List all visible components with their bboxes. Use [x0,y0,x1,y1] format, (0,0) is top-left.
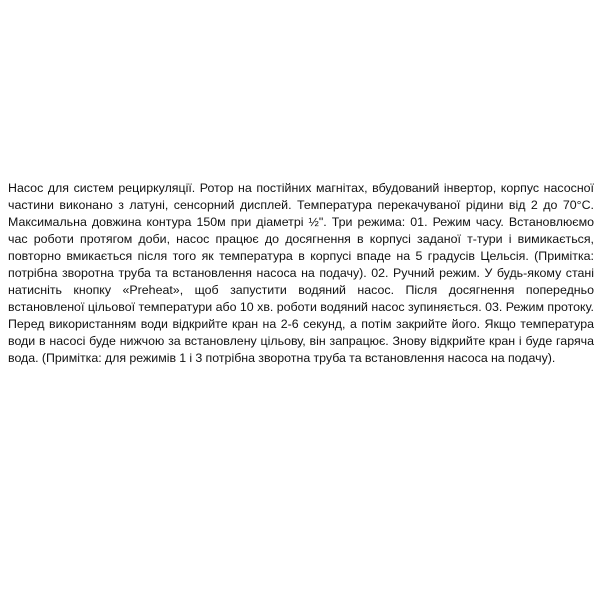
product-description [8,180,594,367]
description-paragraph: Насос для систем рециркуляції. Ротор на постійних магнітах, вбудований інвертор, корпус насосної частини виконано з латуні, сенсорний дисплей. Температура перекачуваної рідини від 2 до 70°C. Максимальна довжина контура 150м при діаметрі ½". Три режима: 01. Режим часу. Встановлюємо час роботи протягом доби, насос працює до досягнення в корпусі заданої т-тури і вимикається, повторно вмикається після того як температура в корпусі впаде на 5 градусів Цельсія. (Примітка: потрібна зворотна труба та встановлення насоса на подачу). 02. Ручний режим. У будь-якому стані натисніть кнопку «Preheat», щоб запустити водяний насос. Після досягнення попередньо встановленої цільової температури або 10 хв. роботи водяний насос зупиняється. 03. Режим протоку. Перед використанням води відкрийте кран на 2-6 секунд, а потім закрийте його. Якщо температура води в насосі буде нижчою за встановлену цільову, він запрацює. Знову відкрийте кран і буде гаряча вода. (Примітка: для режимів 1 і 3 потрібна зворотна труба та встановлення насоса на подачу). [8,181,594,365]
